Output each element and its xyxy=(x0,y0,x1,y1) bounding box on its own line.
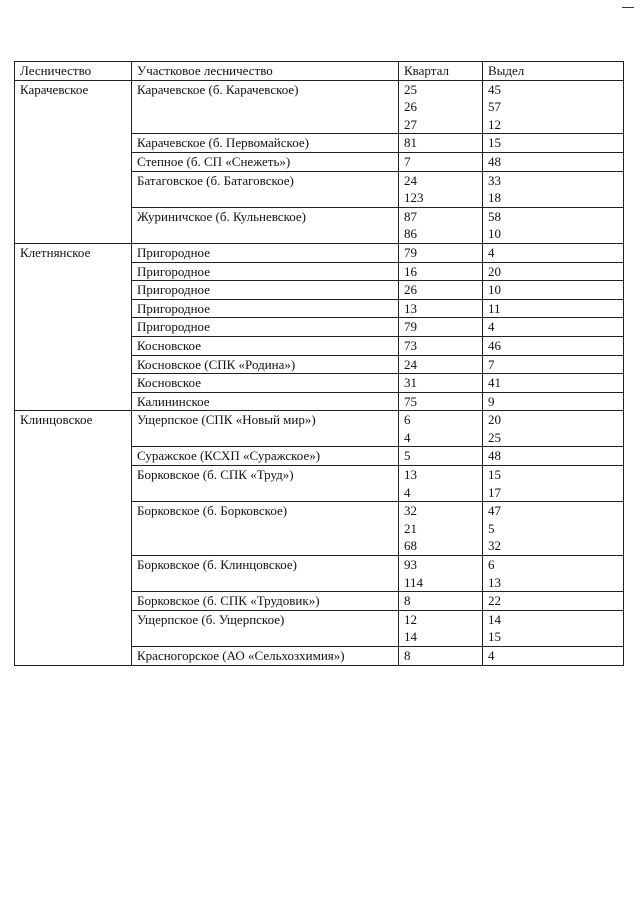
block-cell xyxy=(399,171,483,207)
block-number: 5 xyxy=(404,448,411,464)
block-number: 123 xyxy=(404,190,424,206)
allotment-cell xyxy=(483,502,624,556)
district-forestry-cell: Батаговское (б. Батаговское) xyxy=(132,171,399,207)
allotment-number: 18 xyxy=(488,190,501,206)
block-number: 13 xyxy=(404,467,417,483)
forestry-table xyxy=(14,61,624,666)
allotment-number: 20 xyxy=(488,263,501,279)
block-cell xyxy=(399,466,483,502)
district-forestry-cell: Пригородное xyxy=(132,318,399,337)
allotment-number: 17 xyxy=(488,484,501,500)
block-cell xyxy=(399,336,483,355)
allotment-cell xyxy=(483,134,624,153)
header-district-forestry: Участковое лесничество xyxy=(132,62,399,81)
district-forestry-cell: Пригородное xyxy=(132,299,399,318)
allotment-cell xyxy=(483,262,624,281)
block-cell xyxy=(399,299,483,318)
forestry-cell: Клинцовское xyxy=(15,411,132,665)
district-forestry-cell: Пригородное xyxy=(132,243,399,262)
block-cell xyxy=(399,502,483,556)
block-cell xyxy=(399,134,483,153)
block-cell xyxy=(399,355,483,374)
district-forestry-cell: Борковское (б. СПК «Трудовик») xyxy=(132,592,399,611)
block-number: 73 xyxy=(404,337,417,353)
allotment-cell xyxy=(483,392,624,411)
header-allotment: Выдел xyxy=(483,62,624,81)
allotment-cell xyxy=(483,447,624,466)
forestry-cell: Клетнянское xyxy=(15,243,132,410)
block-number: 26 xyxy=(404,99,417,115)
allotment-cell xyxy=(483,592,624,611)
block-cell xyxy=(399,374,483,393)
block-cell xyxy=(399,647,483,666)
district-forestry-cell: Борковское (б. Клинцовское) xyxy=(132,556,399,592)
block-cell xyxy=(399,411,483,447)
block-number: 79 xyxy=(404,319,417,335)
block-number: 32 xyxy=(404,503,417,519)
district-forestry-cell: Пригородное xyxy=(132,262,399,281)
district-forestry-cell: Косновское (СПК «Родина») xyxy=(132,355,399,374)
district-forestry-cell: Суражское (КСХП «Суражское») xyxy=(132,447,399,466)
block-cell xyxy=(399,262,483,281)
header-forestry: Лесничество xyxy=(15,62,132,81)
allotment-number: 13 xyxy=(488,574,501,590)
forestry-cell: Карачевское xyxy=(15,80,132,243)
block-number: 13 xyxy=(404,300,417,316)
table-row xyxy=(15,80,624,134)
block-number: 93 xyxy=(404,557,417,573)
allotment-number: 4 xyxy=(488,319,495,335)
allotment-number: 25 xyxy=(488,429,501,445)
allotment-cell xyxy=(483,243,624,262)
header-row xyxy=(15,62,624,81)
block-number: 87 xyxy=(404,208,417,224)
allotment-number: 41 xyxy=(488,375,501,391)
block-number: 25 xyxy=(404,81,417,97)
block-cell xyxy=(399,207,483,243)
allotment-number: 12 xyxy=(488,116,501,132)
allotment-number: 4 xyxy=(488,244,495,260)
block-number: 7 xyxy=(404,153,411,169)
allotment-cell xyxy=(483,610,624,646)
allotment-cell xyxy=(483,299,624,318)
block-number: 16 xyxy=(404,263,417,279)
district-forestry-cell: Ущерпское (СПК «Новый мир») xyxy=(132,411,399,447)
district-forestry-cell: Борковское (б. СПК «Труд») xyxy=(132,466,399,502)
allotment-cell xyxy=(483,207,624,243)
allotment-number: 11 xyxy=(488,300,501,316)
district-forestry-cell: Косновское xyxy=(132,374,399,393)
district-forestry-cell: Красногорское (АО «Сельхозхимия») xyxy=(132,647,399,666)
allotment-number: 10 xyxy=(488,226,501,242)
district-forestry-cell: Пригородное xyxy=(132,281,399,300)
allotment-number: 9 xyxy=(488,393,495,409)
block-number: 31 xyxy=(404,375,417,391)
allotment-number: 15 xyxy=(488,467,501,483)
block-number: 26 xyxy=(404,282,417,298)
allotment-number: 48 xyxy=(488,448,501,464)
allotment-number: 5 xyxy=(488,520,495,536)
block-cell xyxy=(399,318,483,337)
block-number: 14 xyxy=(404,629,417,645)
block-number: 8 xyxy=(404,593,411,609)
block-number: 27 xyxy=(404,116,417,132)
table-row xyxy=(15,243,624,262)
block-number: 75 xyxy=(404,393,417,409)
allotment-cell xyxy=(483,281,624,300)
block-number: 81 xyxy=(404,135,417,151)
allotment-cell xyxy=(483,152,624,171)
block-cell xyxy=(399,152,483,171)
district-forestry-cell: Карачевское (б. Первомайское) xyxy=(132,134,399,153)
allotment-number: 15 xyxy=(488,135,501,151)
block-number: 4 xyxy=(404,429,411,445)
block-number: 68 xyxy=(404,538,417,554)
allotment-number: 48 xyxy=(488,153,501,169)
allotment-number: 14 xyxy=(488,611,501,627)
block-number: 12 xyxy=(404,611,417,627)
block-cell xyxy=(399,243,483,262)
block-number: 79 xyxy=(404,244,417,260)
block-cell xyxy=(399,447,483,466)
allotment-cell xyxy=(483,355,624,374)
allotment-cell xyxy=(483,556,624,592)
district-forestry-cell: Борковское (б. Борковское) xyxy=(132,502,399,556)
allotment-number: 20 xyxy=(488,412,501,428)
block-number: 24 xyxy=(404,172,417,188)
corner-mark xyxy=(622,7,634,8)
allotment-number: 45 xyxy=(488,81,501,97)
allotment-cell xyxy=(483,80,624,134)
allotment-number: 58 xyxy=(488,208,501,224)
district-forestry-cell: Ущерпское (б. Ущерпское) xyxy=(132,610,399,646)
block-cell xyxy=(399,281,483,300)
block-number: 8 xyxy=(404,648,411,663)
allotment-cell xyxy=(483,171,624,207)
allotment-cell xyxy=(483,336,624,355)
block-number: 114 xyxy=(404,574,424,590)
block-number: 4 xyxy=(404,484,411,500)
allotment-number: 6 xyxy=(488,557,495,573)
block-number: 21 xyxy=(404,520,417,536)
allotment-number: 7 xyxy=(488,356,495,372)
district-forestry-cell: Калининское xyxy=(132,392,399,411)
allotment-cell xyxy=(483,466,624,502)
allotment-number: 15 xyxy=(488,629,501,645)
allotment-cell xyxy=(483,647,624,666)
allotment-number: 32 xyxy=(488,538,501,554)
block-cell xyxy=(399,80,483,134)
block-cell xyxy=(399,556,483,592)
allotment-number: 47 xyxy=(488,503,501,519)
allotment-cell xyxy=(483,318,624,337)
district-forestry-cell: Степное (б. СП «Снежеть») xyxy=(132,152,399,171)
allotment-cell xyxy=(483,374,624,393)
block-cell xyxy=(399,392,483,411)
block-number: 6 xyxy=(404,412,411,428)
district-forestry-cell: Карачевское (б. Карачевское) xyxy=(132,80,399,134)
allotment-number: 46 xyxy=(488,337,501,353)
header-block: Квартал xyxy=(399,62,483,81)
district-forestry-cell: Косновское xyxy=(132,336,399,355)
allotment-number: 22 xyxy=(488,593,501,609)
allotment-number: 4 xyxy=(488,648,495,663)
table-body xyxy=(15,62,624,666)
allotment-cell xyxy=(483,411,624,447)
block-cell xyxy=(399,610,483,646)
district-forestry-cell: Журиничское (б. Кульневское) xyxy=(132,207,399,243)
block-number: 86 xyxy=(404,226,417,242)
allotment-number: 10 xyxy=(488,282,501,298)
block-number: 24 xyxy=(404,356,417,372)
table-row xyxy=(15,411,624,447)
allotment-number: 33 xyxy=(488,172,501,188)
block-cell xyxy=(399,592,483,611)
allotment-number: 57 xyxy=(488,99,501,115)
